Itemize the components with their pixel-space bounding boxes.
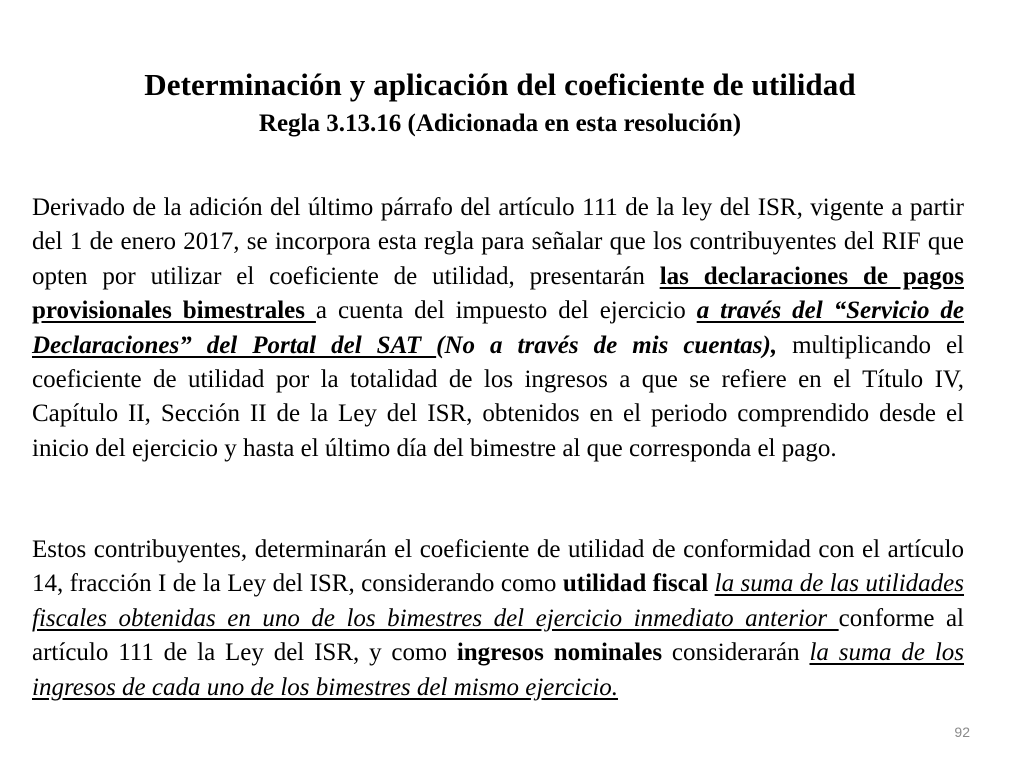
slide-title: Determinación y aplicación del coeficiente de utilidad <box>144 67 856 102</box>
paragraph-1-emphasis-servicio: a través del “Servicio de Declaraciones” del Portal del SAT <box>32 297 964 359</box>
paragraph-1-text-2: a cuenta del impuesto del ejercicio <box>315 297 697 325</box>
paragraph-1 <box>32 191 964 466</box>
slide-subtitle: Regla 3.13.16 (Adicionada en esta resolución) <box>258 110 742 137</box>
paragraph-2-emphasis-utilidad-fiscal: utilidad fiscal <box>562 570 709 598</box>
paragraph-2-text-1: Estos contribuyentes, determinarán el coeficiente de utilidad de conformidad con el artículo 14, fracción I de la Ley del ISR, considerando como <box>32 536 964 598</box>
paragraph-1-emphasis-mis-cuentas: (No a través de mis cuentas), <box>436 331 778 359</box>
paragraph-1-text-3: multiplicando el coeficiente de utilidad por la totalidad de los ingresos a que se refiere en el Título IV, Capítulo II, Sección II de la Ley del ISR, obtenidos en el periodo comprendido desde el inicio del ejercicio y hasta el último día del bimestre al que corresponda el pago. <box>32 331 964 462</box>
page-number: 92 <box>954 724 970 740</box>
paragraph-1-text-1: Derivado de la adición del último párrafo del artículo 111 de la ley del ISR, vigente a partir del 1 de enero 2017, se incorpora esta regla para señalar que los contribuyentes del RIF que opten por utilizar el coeficiente de utilidad, presentarán <box>32 194 964 290</box>
paragraph-2 <box>32 533 964 705</box>
paragraph-2-emphasis-suma-ingresos: la suma de los ingresos de cada uno de los bimestres del mismo ejercicio. <box>32 639 965 701</box>
paragraph-1-emphasis-declaraciones: las declaraciones de pagos provisionales bimestrales <box>32 262 964 325</box>
paragraph-2-text-3: considerarán <box>662 639 810 667</box>
paragraph-2-emphasis-ingresos-nominales: ingresos nominales <box>456 639 663 667</box>
paragraph-2-text-2: conforme al artículo 111 de la Ley del ISR, y como <box>32 604 964 667</box>
paragraph-2-emphasis-suma-utilidades: la suma de las utilidades fiscales obtenidas en uno de los bimestres del ejercicio inmediato anterior <box>32 570 965 632</box>
